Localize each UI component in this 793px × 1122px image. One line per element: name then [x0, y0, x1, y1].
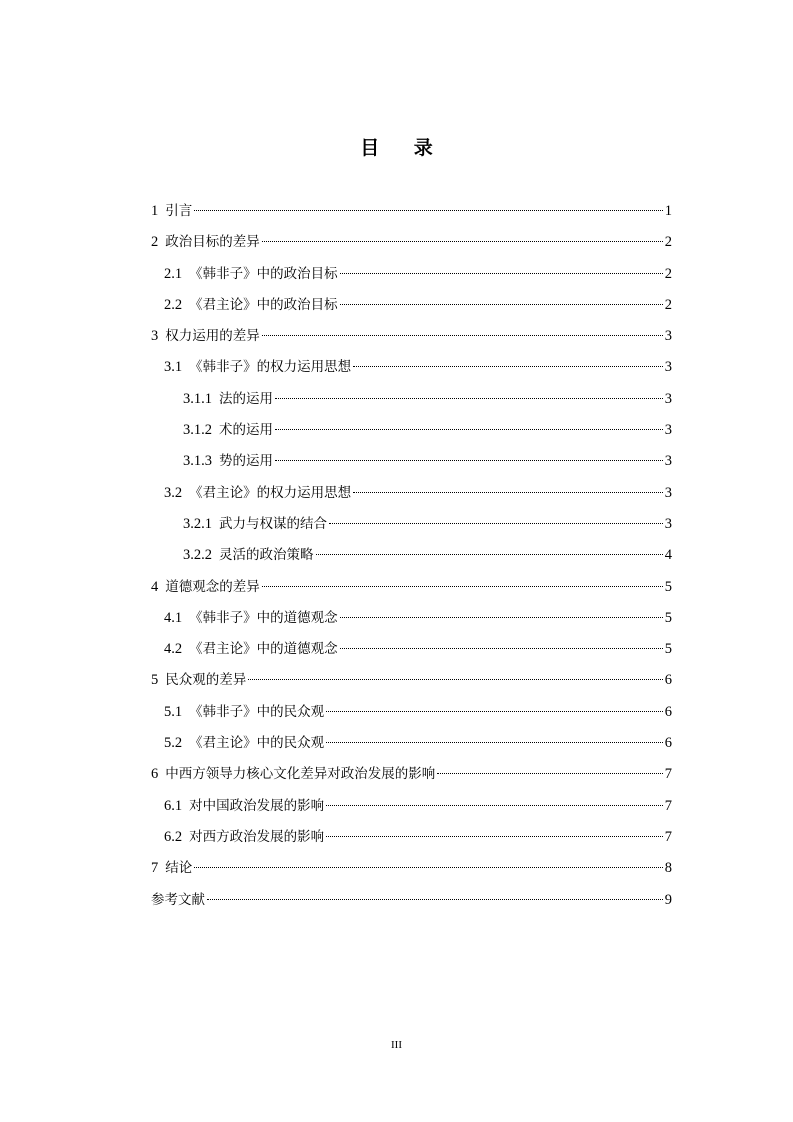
toc-entry[interactable]: [151, 323, 672, 354]
toc-dot-leader: [340, 304, 663, 305]
toc-entry-number: 1: [151, 203, 159, 219]
toc-entry-page: 3: [664, 359, 672, 376]
toc-entry[interactable]: [151, 417, 672, 448]
toc-entry-number: 4.1: [164, 609, 183, 626]
toc-entry[interactable]: [151, 667, 672, 698]
toc-dot-leader: [262, 335, 663, 336]
toc-entry-number: 4: [151, 578, 159, 595]
toc-entry[interactable]: [151, 511, 672, 542]
table-of-contents: [151, 198, 672, 918]
toc-entry-label: 势的运用: [219, 453, 273, 470]
toc-dot-leader: [329, 523, 663, 524]
toc-entry[interactable]: [151, 198, 672, 229]
toc-entry-page: 3: [664, 453, 672, 470]
toc-entry-label: 引言: [165, 203, 193, 219]
toc-entry-number: 6.1: [164, 797, 183, 814]
toc-entry-page: 5: [664, 641, 672, 658]
toc-entry-label: 民众观的差异: [165, 672, 247, 689]
toc-entry-page: 3: [664, 422, 672, 439]
toc-entry-label: 结论: [165, 860, 193, 877]
toc-entry[interactable]: [151, 730, 672, 761]
toc-entry-number: 2.1: [164, 265, 183, 282]
toc-entry-page: 3: [664, 328, 672, 345]
toc-entry-label: 政治目标的差异: [165, 234, 260, 251]
toc-dot-leader: [340, 648, 663, 649]
toc-entry-page: 2: [664, 296, 672, 313]
toc-entry-page: 7: [664, 766, 672, 783]
toc-entry-label: 《君主论》的权力运用思想: [189, 484, 352, 501]
toc-entry-number: 2: [151, 234, 159, 251]
toc-dot-leader: [194, 867, 663, 868]
toc-entry[interactable]: [151, 636, 672, 667]
toc-entry-number: 6: [151, 766, 159, 783]
toc-entry-page: 3: [664, 515, 672, 532]
toc-entry[interactable]: [151, 887, 672, 918]
toc-entry-label: 武力与权谋的结合: [219, 515, 327, 532]
toc-entry-label: 《韩非子》中的道德观念: [189, 609, 338, 626]
toc-entry-number: 2.2: [164, 296, 183, 313]
toc-entry[interactable]: [151, 761, 672, 792]
toc-entry-page: 6: [664, 703, 672, 720]
toc-entry-label: 《韩非子》的权力运用思想: [189, 359, 352, 376]
toc-dot-leader: [275, 460, 663, 461]
toc-entry-label: 《韩非子》中的民众观: [189, 703, 325, 720]
toc-dot-leader: [340, 273, 663, 274]
toc-entry-label: 法的运用: [219, 390, 273, 407]
toc-entry-label: 《君主论》中的政治目标: [189, 296, 338, 313]
toc-entry-page: 3: [664, 390, 672, 407]
toc-entry-number: 5.2: [164, 735, 183, 752]
toc-entry-number: 7: [151, 860, 159, 877]
toc-dot-leader: [194, 210, 663, 211]
toc-entry[interactable]: [151, 229, 672, 260]
toc-entry[interactable]: [151, 699, 672, 730]
toc-entry-number: 6.2: [164, 828, 183, 845]
toc-entry-page: 5: [664, 609, 672, 626]
toc-entry[interactable]: [151, 292, 672, 323]
toc-entry[interactable]: [151, 824, 672, 855]
toc-dot-leader: [262, 586, 663, 587]
toc-entry-label: 道德观念的差异: [165, 578, 260, 595]
toc-entry-number: 3.1.1: [183, 390, 212, 407]
toc-dot-leader: [353, 366, 663, 367]
toc-entry-page: 2: [664, 234, 672, 251]
toc-entry-page: 5: [664, 578, 672, 595]
page-number: III: [391, 1039, 402, 1051]
toc-entry-label: 中西方领导力核心文化差异对政治发展的影响: [165, 766, 436, 783]
toc-entry-page: 6: [664, 672, 672, 689]
toc-entry[interactable]: [151, 448, 672, 479]
toc-dot-leader: [207, 899, 663, 900]
toc-entry-page: 8: [664, 860, 672, 877]
toc-dot-leader: [326, 836, 663, 837]
toc-entry[interactable]: [151, 855, 672, 886]
toc-entry[interactable]: [151, 261, 672, 292]
toc-entry-number: 3.2.1: [183, 515, 212, 532]
toc-entry-label: 权力运用的差异: [165, 328, 260, 345]
toc-dot-leader: [262, 241, 663, 242]
toc-entry[interactable]: [151, 605, 672, 636]
toc-entry-number: 3.2.2: [183, 547, 212, 564]
toc-dot-leader: [437, 773, 663, 774]
toc-entry-label: 《君主论》中的民众观: [189, 735, 325, 752]
toc-entry-label: 参考文献: [151, 891, 205, 908]
toc-entry-label: 《君主论》中的道德观念: [189, 641, 338, 658]
toc-entry-label: 术的运用: [219, 422, 273, 439]
toc-entry-number: 3.2: [164, 484, 183, 501]
toc-dot-leader: [326, 711, 663, 712]
toc-entry-number: 3: [151, 328, 159, 345]
toc-entry-page: 3: [664, 484, 672, 501]
toc-entry-label: 对西方政治发展的影响: [189, 828, 325, 845]
toc-entry-label: 《韩非子》中的政治目标: [189, 265, 338, 282]
toc-entry-label: 对中国政治发展的影响: [189, 797, 325, 814]
toc-entry-page: 6: [664, 735, 672, 752]
toc-entry-number: 4.2: [164, 641, 183, 658]
toc-entry-number: 3.1.3: [183, 453, 212, 470]
toc-entry[interactable]: [151, 542, 672, 573]
toc-entry[interactable]: [151, 386, 672, 417]
toc-entry-number: 3.1.2: [183, 422, 212, 439]
toc-dot-leader: [326, 742, 663, 743]
toc-dot-leader: [248, 679, 663, 680]
toc-entry-page: 2: [664, 265, 672, 282]
page-title: 目 录: [360, 137, 447, 159]
toc-entry-page: 9: [664, 891, 672, 908]
toc-entry-page: 4: [664, 547, 672, 564]
toc-entry[interactable]: [151, 793, 672, 824]
toc-entry-page: 7: [664, 828, 672, 845]
toc-dot-leader: [340, 617, 663, 618]
toc-entry-number: 5.1: [164, 703, 183, 720]
toc-entry-label: 灵活的政治策略: [219, 547, 314, 564]
toc-entry-number: 5: [151, 672, 159, 689]
toc-dot-leader: [316, 554, 663, 555]
toc-entry[interactable]: [151, 574, 672, 605]
toc-entry-number: 3.1: [164, 359, 183, 376]
toc-dot-leader: [275, 429, 663, 430]
toc-entry-page: 1: [664, 203, 672, 219]
toc-entry-page: 7: [664, 797, 672, 814]
toc-entry[interactable]: [151, 354, 672, 385]
toc-dot-leader: [275, 398, 663, 399]
toc-dot-leader: [353, 492, 663, 493]
toc-entry[interactable]: [151, 480, 672, 511]
toc-dot-leader: [326, 805, 663, 806]
